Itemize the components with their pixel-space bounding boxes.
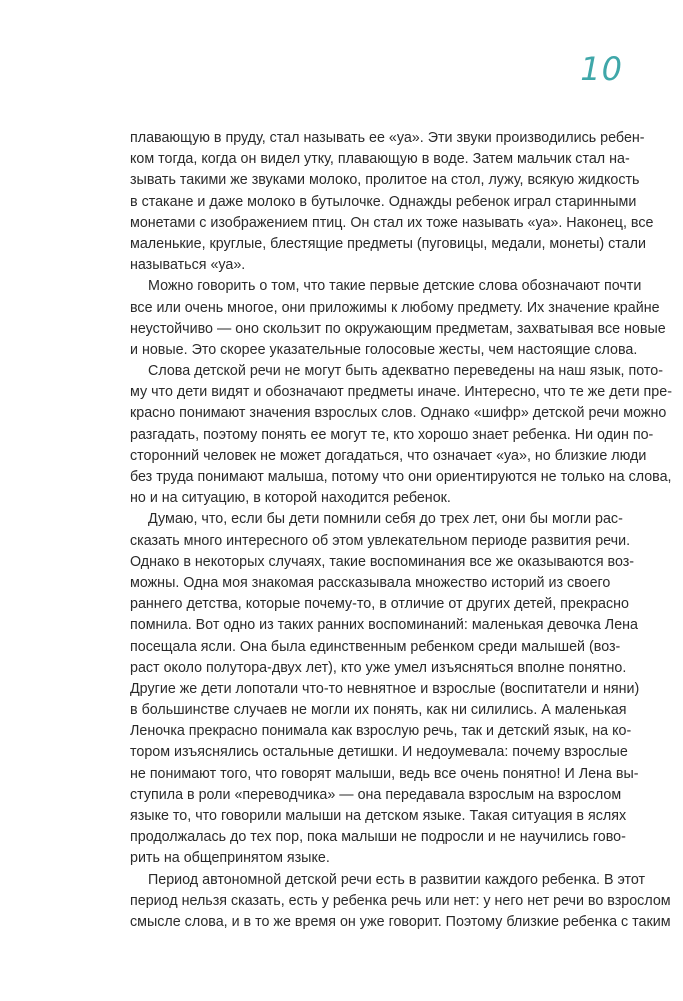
text-line: Думаю, что, если бы дети помнили себя до трех лет, они бы могли рас-	[148, 511, 623, 528]
text-line: но и на ситуацию, в которой находится ребенок.	[130, 490, 451, 507]
paragraph	[130, 509, 640, 869]
paragraph	[130, 870, 671, 934]
text-line: не понимают того, что говорят малыши, ведь все очень понятно! И Лена вы-	[130, 765, 639, 782]
text-line: рить на общепринятом языке.	[130, 850, 330, 867]
text-line: Другие же дети лопотали что-то невнятное и взрослые (воспитатели и няни)	[130, 680, 640, 697]
body-text	[130, 128, 672, 933]
text-line: все или очень многое, они приложимы к любому предмету. Их значение крайне	[130, 299, 660, 316]
text-line: можны. Одна моя знакомая рассказывала множество историй из своего	[130, 574, 611, 591]
text-line: монетами с изображением птиц. Он стал их тоже называть «уа». Наконец, все	[130, 214, 654, 231]
page-number: 10	[580, 50, 623, 88]
text-line: раст около полутора-двух лет), кто уже умел изъясняться вполне понятно.	[130, 659, 627, 676]
text-line: зывать такими же звуками молоко, пролитое на стол, лужу, всякую жидкость	[130, 172, 640, 189]
text-line: ступила в роли «переводчика» — она передавала взрослым на взрослом	[130, 786, 622, 803]
text-line: Однако в некоторых случаях, такие воспоминания все же оказываются воз-	[130, 553, 635, 570]
text-line: разгадать, поэтому понять ее могут те, кто хорошо знает ребенка. Ни один по-	[130, 426, 654, 443]
paragraph	[130, 361, 672, 509]
text-line: Период автономной детской речи есть в развитии каждого ребенка. В этот	[148, 871, 646, 888]
text-line: посещала ясли. Она была единственным ребенком среди малышей (воз-	[130, 638, 621, 655]
text-line: ком тогда, когда он видел утку, плавающую в воде. Затем мальчик стал на-	[130, 151, 630, 168]
text-line: красно понимают значения взрослых слов. Однако «шифр» детской речи можно	[130, 405, 667, 422]
text-line: помнила. Вот одно из таких ранних воспоминаний: маленькая девочка Лена	[130, 617, 638, 634]
text-line: смысле слова, и в то же время он уже говорит. Поэтому близкие ребенка с таким	[130, 913, 671, 930]
text-line: неустойчиво — оно скользит по окружающим предметам, захватывая все новые	[130, 320, 666, 337]
text-line: тором изъяснялись остальные детишки. И недоумевала: почему взрослые	[130, 744, 628, 761]
text-line: период нельзя сказать, есть у ребенка речь или нет: у него нет речи во взрослом	[130, 892, 671, 909]
text-line: маленькие, круглые, блестящие предметы (пуговицы, медали, монеты) стали	[130, 235, 646, 252]
text-line: Слова детской речи не могут быть адекватно переведены на наш язык, пото-	[148, 363, 663, 380]
text-line: и новые. Это скорее указательные голосовые жесты, чем настоящие слова.	[130, 341, 638, 358]
text-line: в стакане и даже молоко в бутылочке. Однажды ребенок играл старинными	[130, 193, 637, 210]
text-line: сторонний человек не может догадаться, что означает «уа», но близкие люди	[130, 447, 647, 464]
text-line: сказать много интересного об этом увлекательном периоде развития речи.	[130, 532, 631, 549]
paragraph	[130, 128, 654, 276]
text-line: продолжалась до тех пор, пока малыши не подросли и не научились гово-	[130, 829, 626, 846]
text-line: Леночка прекрасно понимала как взрослую речь, так и детский язык, на ко-	[130, 723, 632, 740]
paragraph	[130, 276, 666, 361]
text-line: языке то, что говорили малыши на детском языке. Такая ситуация в яслях	[130, 808, 627, 824]
text-line: в большинстве случаев не могли их понять, как ни силились. А маленькая	[130, 702, 627, 719]
text-line: раннего детства, которые почему-то, в отличие от других детей, прекрасно	[130, 596, 629, 613]
text-line: плавающую в пруду, стал называть ее «уа». Эти звуки производились ребен-	[130, 130, 645, 146]
text-line: называться «уа».	[130, 257, 246, 274]
text-line: му что дети видят и обозначают предметы иначе. Интересно, что те же дети пре-	[130, 384, 672, 401]
text-line: без труда понимают малыша, потому что они ориентируются не только на слова,	[130, 469, 672, 485]
text-line: Можно говорить о том, что такие первые детские слова обозначают почти	[148, 278, 642, 295]
